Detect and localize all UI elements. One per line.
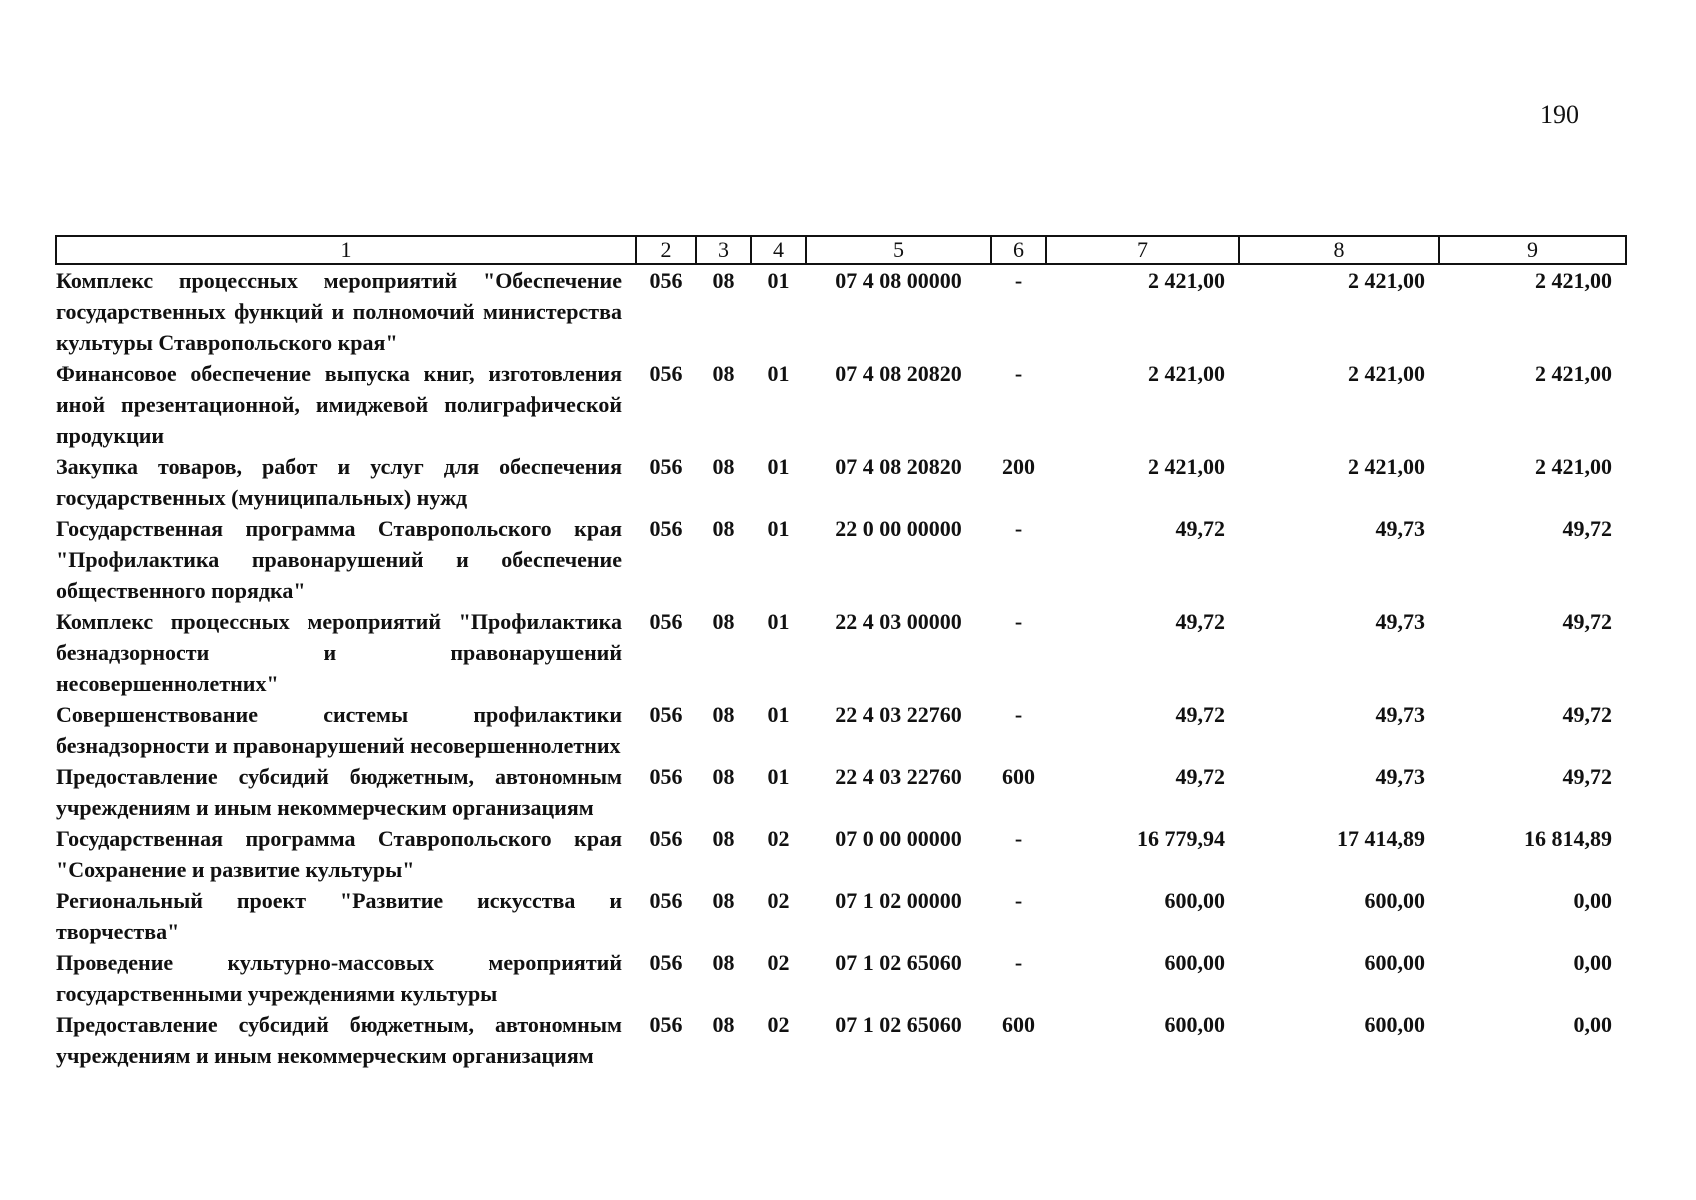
row-name: Проведение культурно-массовых мероприятий государственными учреждениями культуры xyxy=(56,950,622,1006)
cell-amount-col8: 2 421,00 xyxy=(1348,454,1425,479)
cell-amount-col7: 2 421,00 xyxy=(1148,268,1225,293)
cell-amount-col8: 17 414,89 xyxy=(1337,826,1425,851)
cell-amount-col9: 49,72 xyxy=(1562,516,1612,541)
cell-expense-type: 600 xyxy=(1002,1012,1035,1037)
cell-amount-col8: 2 421,00 xyxy=(1348,268,1425,293)
cell-expense-type: 200 xyxy=(1002,454,1035,479)
cell-expense-type: - xyxy=(1014,950,1023,975)
cell-section: 08 xyxy=(712,950,735,975)
cell-amount-col9: 0,00 xyxy=(1573,888,1612,913)
cell-subsection: 01 xyxy=(767,764,790,789)
cell-amount-col8: 49,73 xyxy=(1375,609,1425,634)
row-name: Региональный проект "Развитие искусства и творчества" xyxy=(56,888,622,944)
column-header: 3 xyxy=(696,236,751,264)
cell-section: 08 xyxy=(712,516,735,541)
cell-amount-col9: 2 421,00 xyxy=(1535,454,1612,479)
cell-amount-col7: 16 779,94 xyxy=(1137,826,1225,851)
table-row xyxy=(56,513,1626,606)
cell-ministry: 056 xyxy=(649,361,683,386)
cell-amount-col8: 600,00 xyxy=(1364,950,1425,975)
cell-ministry: 056 xyxy=(649,764,683,789)
cell-amount-col7: 49,72 xyxy=(1175,516,1225,541)
table-row xyxy=(56,823,1626,885)
cell-subsection: 01 xyxy=(767,454,790,479)
column-header: 5 xyxy=(806,236,991,264)
cell-section: 08 xyxy=(712,268,735,293)
cell-amount-col7: 600,00 xyxy=(1164,888,1225,913)
cell-ministry: 056 xyxy=(649,268,683,293)
cell-ministry: 056 xyxy=(649,888,683,913)
row-name: Государственная программа Ставропольского края "Профилактика правонарушений и обеспечение общественного порядка" xyxy=(56,516,622,603)
cell-ministry: 056 xyxy=(649,826,683,851)
cell-ministry: 056 xyxy=(649,454,683,479)
cell-target-article: 07 4 08 20820 xyxy=(835,361,962,386)
cell-amount-col8: 600,00 xyxy=(1364,888,1425,913)
cell-amount-col9: 0,00 xyxy=(1573,950,1612,975)
cell-expense-type: - xyxy=(1014,361,1023,386)
table-body xyxy=(56,264,1626,1071)
cell-target-article: 22 4 03 22760 xyxy=(835,702,962,727)
cell-expense-type: - xyxy=(1014,516,1023,541)
cell-amount-col8: 49,73 xyxy=(1375,516,1425,541)
header-row xyxy=(56,236,1626,264)
column-header: 7 xyxy=(1046,236,1239,264)
cell-target-article: 22 4 03 00000 xyxy=(835,609,962,634)
cell-expense-type: - xyxy=(1014,702,1023,727)
row-name: Предоставление субсидий бюджетным, автономным учреждениям и иным некоммерческим организациям xyxy=(56,764,622,820)
cell-target-article: 07 4 08 00000 xyxy=(835,268,962,293)
row-name: Закупка товаров, работ и услуг для обеспечения государственных (муниципальных) нужд xyxy=(56,454,622,510)
table-row xyxy=(56,451,1626,513)
cell-section: 08 xyxy=(712,826,735,851)
cell-amount-col9: 0,00 xyxy=(1573,1012,1612,1037)
cell-expense-type: - xyxy=(1014,888,1023,913)
row-name: Государственная программа Ставропольского края "Сохранение и развитие культуры" xyxy=(56,826,622,882)
cell-amount-col8: 49,73 xyxy=(1375,764,1425,789)
cell-expense-type: - xyxy=(1014,609,1023,634)
cell-subsection: 01 xyxy=(767,268,790,293)
cell-amount-col7: 600,00 xyxy=(1164,1012,1225,1037)
cell-ministry: 056 xyxy=(649,702,683,727)
cell-target-article: 07 1 02 00000 xyxy=(835,888,962,913)
cell-amount-col7: 49,72 xyxy=(1175,764,1225,789)
cell-subsection: 02 xyxy=(767,888,790,913)
cell-section: 08 xyxy=(712,764,735,789)
table-row xyxy=(56,699,1626,761)
table-row xyxy=(56,947,1626,1009)
budget-table xyxy=(55,235,1627,1071)
cell-amount-col7: 600,00 xyxy=(1164,950,1225,975)
cell-section: 08 xyxy=(712,702,735,727)
table-row xyxy=(56,761,1626,823)
cell-amount-col8: 2 421,00 xyxy=(1348,361,1425,386)
cell-target-article: 07 4 08 20820 xyxy=(835,454,962,479)
row-name: Предоставление субсидий бюджетным, автономным учреждениям и иным некоммерческим организациям xyxy=(56,1012,622,1068)
cell-ministry: 056 xyxy=(649,1012,683,1037)
table-row xyxy=(56,358,1626,451)
cell-section: 08 xyxy=(712,609,735,634)
cell-subsection: 01 xyxy=(767,702,790,727)
cell-amount-col9: 2 421,00 xyxy=(1535,268,1612,293)
column-header: 4 xyxy=(751,236,806,264)
cell-section: 08 xyxy=(712,361,735,386)
cell-subsection: 02 xyxy=(767,826,790,851)
row-name: Финансовое обеспечение выпуска книг, изготовления иной презентационной, имиджевой полиграфической продукции xyxy=(56,361,622,448)
cell-target-article: 22 4 03 22760 xyxy=(835,764,962,789)
cell-amount-col9: 16 814,89 xyxy=(1524,826,1612,851)
cell-amount-col7: 2 421,00 xyxy=(1148,361,1225,386)
cell-target-article: 07 1 02 65060 xyxy=(835,1012,962,1037)
row-name: Совершенствование системы профилактики безнадзорности и правонарушений несовершеннолетних xyxy=(56,702,622,758)
cell-amount-col7: 2 421,00 xyxy=(1148,454,1225,479)
table-row xyxy=(56,264,1626,358)
cell-amount-col9: 2 421,00 xyxy=(1535,361,1612,386)
cell-target-article: 07 1 02 65060 xyxy=(835,950,962,975)
column-header: 2 xyxy=(636,236,696,264)
cell-target-article: 22 0 00 00000 xyxy=(835,516,962,541)
cell-amount-col7: 49,72 xyxy=(1175,609,1225,634)
cell-amount-col8: 49,73 xyxy=(1375,702,1425,727)
cell-ministry: 056 xyxy=(649,516,683,541)
table-row xyxy=(56,885,1626,947)
column-header: 9 xyxy=(1439,236,1626,264)
cell-expense-type: - xyxy=(1014,268,1023,293)
cell-amount-col8: 600,00 xyxy=(1364,1012,1425,1037)
cell-ministry: 056 xyxy=(649,609,683,634)
cell-subsection: 01 xyxy=(767,361,790,386)
table-row xyxy=(56,606,1626,699)
cell-subsection: 02 xyxy=(767,1012,790,1037)
row-name: Комплекс процессных мероприятий "Обеспечение государственных функций и полномочий министерства культуры Ставропольского края" xyxy=(56,268,622,355)
table-row xyxy=(56,1009,1626,1071)
cell-amount-col9: 49,72 xyxy=(1562,764,1612,789)
cell-ministry: 056 xyxy=(649,950,683,975)
cell-subsection: 02 xyxy=(767,950,790,975)
cell-amount-col9: 49,72 xyxy=(1562,609,1612,634)
cell-subsection: 01 xyxy=(767,516,790,541)
cell-expense-type: - xyxy=(1014,826,1023,851)
cell-expense-type: 600 xyxy=(1002,764,1035,789)
column-header: 1 xyxy=(56,236,636,264)
page-number: 190 xyxy=(1540,100,1579,129)
column-header: 8 xyxy=(1239,236,1439,264)
cell-target-article: 07 0 00 00000 xyxy=(835,826,962,851)
column-header: 6 xyxy=(991,236,1046,264)
cell-section: 08 xyxy=(712,1012,735,1037)
cell-section: 08 xyxy=(712,888,735,913)
row-name: Комплекс процессных мероприятий "Профилактика безнадзорности и правонарушений несовершеннолетних" xyxy=(56,609,622,696)
cell-section: 08 xyxy=(712,454,735,479)
cell-amount-col9: 49,72 xyxy=(1562,702,1612,727)
cell-amount-col7: 49,72 xyxy=(1175,702,1225,727)
cell-subsection: 01 xyxy=(767,609,790,634)
